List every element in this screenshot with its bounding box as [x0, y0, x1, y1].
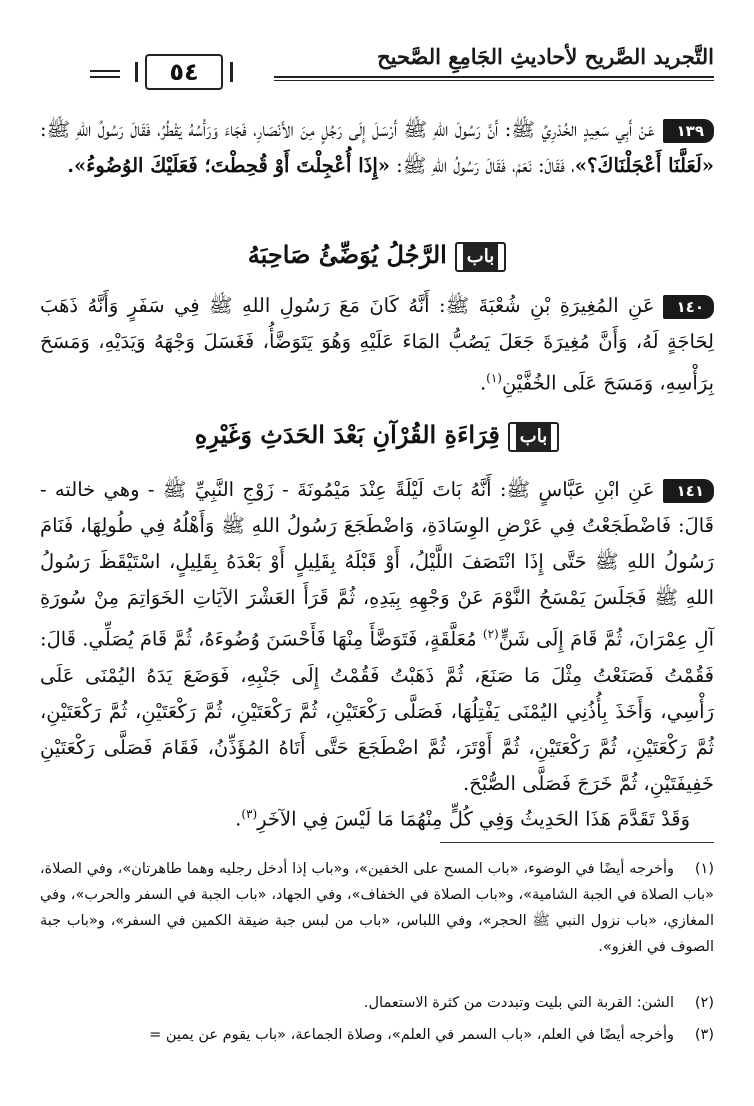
- hadith-text: عَنْ أَبِي سَعِيدٍ الخُدْرِيِّ ﷺ: أَنَّ رَسُولَ اللهِ ﷺ أَرْسَلَ إِلَى رَجُلٍ مِنَ الأَنْصَارِ، فَجَاءَ وَرَأْسُهُ يَقْطُرُ، فَقَالَ رَسُولُ اللهِ ﷺ:: [40, 118, 655, 141]
- closing-text: وَقَدْ تَقَدَّمَ هَذَا الحَدِيثُ وَفِي كُلٍّ مِنْهُمَا مَا لَيْسَ فِي الآخَرِ: [257, 807, 690, 831]
- bab-label: باب: [463, 244, 498, 270]
- header-rule-thin: [274, 80, 714, 81]
- page-header: [40, 40, 714, 92]
- footnote-2: [40, 990, 714, 1016]
- hadith-number-badge: ١٤٠: [663, 295, 714, 319]
- hadith-141: [40, 472, 714, 802]
- footnote-text: الشن: القربة التي بليت وتبددت من كثرة الاستعمال.: [363, 995, 674, 1011]
- header-dash-bottom: [90, 76, 120, 78]
- running-title: التَّجريد الصَّريح لأحاديثِ الجَامِعِ الصَّحيح: [377, 44, 714, 69]
- hadith-140: ١٤٠عَنِ المُغِيرَةِ بْنِ شُعْبَةَ ﷺ: أَنَّهُ كَانَ مَعَ رَسُولِ اللهِ ﷺ فِي سَفَرٍ وَأَنَّهُ ذَهَبَ لِحَاجَةٍ لَهُ، وَأَنَّ مُغِيرَةَ جَعَلَ يَصُبُّ المَاءَ عَلَيْهِ وَهُوَ يَتَوَضَّأُ، فَغَسَلَ وَجْهَهُ وَيَدَيْهِ، وَمَسَحَ بِرَأْسِهِ، وَمَسَحَ عَلَى الخُفَّيْنِ$^{(١)}$.: [40, 294, 714, 395]
- hadith-number-badge: ١٣٩: [663, 119, 714, 143]
- footnote-ref: (١): [486, 371, 502, 385]
- closing-note: وَقَدْ تَقَدَّمَ هَذَا الحَدِيثُ وَفِي كُلٍّ مِنْهُمَا مَا لَيْسَ فِي الآخَرِ$^{(٣)}$.: [235, 807, 690, 831]
- chapter-title: الرَّجُلُ يُوَضِّئُ صَاحِبَهُ: [247, 240, 447, 269]
- header-rule: [274, 76, 714, 78]
- page-box-tick-right: [230, 62, 233, 82]
- hadith-text-continued: ، فَقَالَ: نَعَمْ، فَقَالَ رَسُولُ اللهِ ﷺ:: [389, 154, 575, 177]
- chapter-heading: [40, 420, 714, 452]
- page-number: ٥٤: [145, 54, 223, 90]
- header-dash-top: [90, 70, 120, 72]
- footnote-3: [40, 1022, 714, 1048]
- footnote-number: (٢): [694, 995, 714, 1011]
- bab-label: باب: [516, 424, 551, 450]
- footnote-1: [40, 856, 714, 960]
- hadith-number-badge: ١٤١: [663, 479, 714, 503]
- chapter-heading: [40, 240, 714, 272]
- footnote-ref: (٣): [241, 807, 258, 821]
- footnote-number: (٣): [694, 1027, 714, 1043]
- chapter-title: قِرَاءَةِ القُرْآنِ بَعْدَ الحَدَثِ وَغَيْرِهِ: [194, 420, 500, 449]
- bab-badge: [508, 422, 559, 452]
- page-number-box: [135, 54, 235, 94]
- footnote-number: (١): [694, 861, 714, 877]
- hadith-quote: «لَعَلَّنَا أَعْجَلْنَاكَ؟»: [574, 154, 714, 177]
- page-box-tick-left: [135, 62, 138, 82]
- hadith-139: [40, 112, 714, 184]
- footnote-text: وأخرجه أيضًا في العلم، «باب السمر في العلم»، وصلاة الجماعة، «باب يقوم عن يمين =: [149, 1027, 674, 1043]
- footnote-ref: (٢): [482, 627, 499, 641]
- hadith-text: عَنِ المُغِيرَةِ بْنِ شُعْبَةَ ﷺ: أَنَّهُ كَانَ مَعَ رَسُولِ اللهِ ﷺ فِي سَفَرٍ وَأَنَّهُ ذَهَبَ لِحَاجَةٍ لَهُ، وَأَنَّ مُغِيرَةَ جَعَلَ يَصُبُّ المَاءَ عَلَيْهِ وَهُوَ يَتَوَضَّأُ، فَغَسَلَ وَجْهَهُ وَيَدَيْهِ، وَمَسَحَ بِرَأْسِهِ، وَمَسَحَ عَلَى الخُفَّيْنِ: [40, 294, 714, 395]
- footnote-separator: [440, 842, 714, 843]
- hadith-text: عَنِ ابْنِ عَبَّاسٍ ﷺ: أَنَّهُ بَاتَ لَيْلَةً عِنْدَ مَيْمُونَةَ - زَوْجِ النَّبِيِّ ﷺ - وهي خالته - قَالَ: فَاضْطَجَعْتُ فِي عَرْضِ الوِسَادَةِ، وَاضْطَجَعَ رَسُولُ اللهِ ﷺ وَأَهْلُهُ فِي طُولِهَا، فَنَامَ رَسُولُ اللهِ ﷺ حَتَّى إِذَا انْتَصَفَ اللَّيْلُ، أَوْ قَبْلَهُ بِقَلِيلٍ أَوْ بَعْدَهُ بِقَلِيلٍ، اسْتَيْقَظَ رَسُولُ اللهِ ﷺ فَجَلَسَ يَمْسَحُ النَّوْمَ عَنْ وَجْهِهِ بِيَدِهِ، ثُمَّ قَرَأَ العَشْرَ الآيَاتِ الخَوَاتِمَ مِنْ سُورَةِ آلِ عِمْرَانَ، ثُمَّ قَامَ إِلَى شَنٍّ: [40, 478, 714, 651]
- hadith-quote: «إِذَا أُعْجِلْتَ أَوْ قُحِطْتَ؛ فَعَلَيْكَ الوُضُوءُ».: [67, 154, 390, 177]
- footnote-text: وأخرجه أيضًا في الوضوء، «باب المسح على الخفين»، و«باب إذا أدخل رجليه وهما طاهرتان»، وفي الصلاة، «باب الصلاة في الجبة الشامية»، و«باب الصلاة في الخفاف»، وفي الجهاد، «باب الجبة في السفر والحرب»، وفي المغازي، «باب نزول النبي ﷺ الحجر»، وفي اللباس، «باب من لبس جبة ضيقة الكمين في السفر»، و«باب جبة الصوف في الغزو».: [40, 861, 714, 955]
- bab-badge: [455, 242, 506, 272]
- hadith-text-continued: مُعَلَّقَةٍ، فَتَوَضَّأَ مِنْهَا فَأَحْسَنَ وُضُوءَهُ، ثُمَّ قَامَ يُصَلِّي. قَالَ: فَقُمْتُ فَصَنَعْتُ مِثْلَ مَا صَنَعَ، ثُمَّ ذَهَبْتُ فَقُمْتُ إِلَى جَنْبِهِ، فَوَضَعَ يَدَهُ اليُمْنَى عَلَى رَأْسِي، وَأَخَذَ بِأُذُنِي اليُمْنَى يَفْتِلُهَا، فَصَلَّى رَكْعَتَيْنِ، ثُمَّ رَكْعَتَيْنِ، ثُمَّ رَكْعَتَيْنِ، ثُمَّ رَكْعَتَيْنِ، ثُمَّ رَكْعَتَيْنِ، ثُمَّ رَكْعَتَيْنِ، ثُمَّ أَوْتَرَ، ثُمَّ اضْطَجَعَ حَتَّى أَتَاهُ المُؤَذِّنُ، فَقَامَ فَصَلَّى رَكْعَتَيْنِ خَفِيفَتَيْنِ، ثُمَّ خَرَجَ فَصَلَّى الصُّبْحَ.: [40, 627, 714, 795]
